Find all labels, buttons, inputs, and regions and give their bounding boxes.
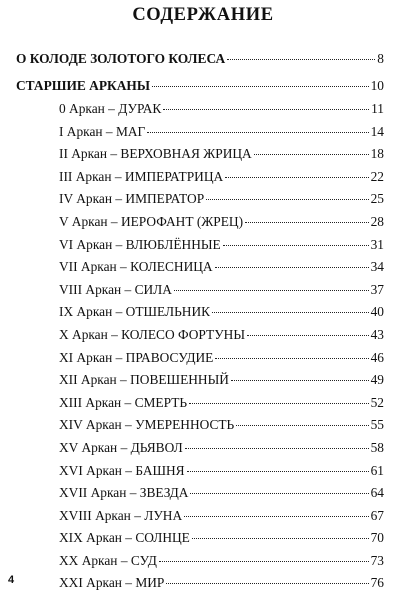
toc-entry-label: IV Аркан – ИМПЕРАТОР [59,191,205,207]
toc-entry[interactable] [16,256,384,279]
toc-entry-label: X Аркан – КОЛЕСО ФОРТУНЫ [59,326,246,342]
toc-entry-page: 14 [370,123,384,139]
toc-entry-label: XX Аркан – СУД [59,552,157,568]
dot-leader [185,448,369,449]
toc-entry-label: XXI Аркан – МИР [59,575,165,591]
toc-entry-page: 31 [370,236,384,252]
page-title: СОДЕРЖАНИЕ [132,5,274,25]
toc-section-label: О КОЛОДЕ ЗОЛОТОГО КОЛЕСА [16,51,226,66]
toc-entry-label: IX Аркан – ОТШЕЛЬНИК [59,304,211,320]
toc-entry-page: 43 [370,326,384,342]
toc-entry[interactable] [16,572,384,595]
toc-entry-page: 55 [370,417,384,433]
dot-leader [163,109,369,110]
dot-leader [215,358,368,359]
toc-entry[interactable] [16,482,384,505]
dot-leader [247,335,369,336]
toc-entry-page: 64 [370,485,384,501]
table-of-contents [16,46,384,595]
toc-entry[interactable] [16,550,384,573]
toc-entry-label: XVIII Аркан – ЛУНА [59,507,183,523]
toc-entry[interactable] [16,527,384,550]
toc-entry-label: XIX Аркан – СОЛНЦЕ [59,530,190,546]
toc-entry-label: 0 Аркан – ДУРАК [59,101,162,116]
toc-entry-label: VIII Аркан – СИЛА [59,281,172,297]
toc-entry-page: 49 [370,372,384,388]
toc-entry-label: VII Аркан – КОЛЕСНИЦА [59,259,213,275]
toc-entry[interactable] [16,392,384,415]
toc-entry-label: V Аркан – ИЕРОФАНТ (ЖРЕЦ) [59,213,244,229]
toc-entry[interactable] [16,460,384,483]
dot-leader [236,425,368,426]
toc-entry-label: XV Аркан – ДЬЯВОЛ [59,439,183,455]
toc-entry[interactable] [16,324,384,347]
dot-leader [166,583,368,584]
toc-entry-page: 61 [370,462,384,478]
dot-leader [147,132,368,133]
dot-leader [245,222,369,223]
toc-entry-page: 76 [370,575,384,591]
toc-entry-page: 11 [371,101,384,116]
toc-entry-label: XIV Аркан – УМЕРЕННОСТЬ [59,417,235,433]
dot-leader [212,312,369,313]
toc-entry-label: VI Аркан – ВЛЮБЛЁННЫЕ [59,236,221,252]
toc-entry[interactable] [16,369,384,392]
toc-entry-page: 52 [370,394,384,410]
toc-entry-label: III Аркан – ИМПЕРАТРИЦА [59,168,224,184]
toc-entry-page: 28 [370,213,384,229]
toc-entry-label: XII Аркан – ПОВЕШЕННЫЙ [59,372,229,388]
toc-entry[interactable] [16,414,384,437]
toc-entry[interactable] [16,301,384,324]
toc-entry[interactable] [16,121,384,144]
toc-entry-page: 37 [370,281,384,297]
dot-leader [206,199,368,200]
toc-entry[interactable] [16,211,384,234]
toc-entry-label: I Аркан – МАГ [59,123,146,139]
toc-section[interactable] [16,46,384,71]
toc-entry-label: XIII Аркан – СМЕРТЬ [59,394,188,410]
toc-entry[interactable] [16,347,384,370]
toc-entry-page: 73 [370,552,384,568]
toc-entry-label: XVI Аркан – БАШНЯ [59,462,185,478]
toc-entry-page: 25 [370,191,384,207]
toc-entry-page: 46 [370,349,384,365]
toc-section[interactable] [16,73,384,98]
toc-entry-page: 67 [370,507,384,523]
dot-leader [187,471,369,472]
toc-entry-page: 22 [370,168,384,184]
toc-entry[interactable] [16,234,384,257]
toc-entry-label: II Аркан – ВЕРХОВНАЯ ЖРИЦА [59,146,252,162]
page-number: 4 [8,574,15,586]
toc-entry-page: 70 [370,530,384,546]
dot-leader [189,403,369,404]
dot-leader [159,561,369,562]
toc-section-page: 10 [370,78,384,93]
toc-entry[interactable] [16,166,384,189]
toc-entry-page: 34 [370,259,384,275]
dot-leader [215,267,369,268]
toc-entry-page: 58 [370,439,384,455]
toc-entry-page: 18 [370,146,384,162]
dot-leader [174,290,369,291]
toc-entry[interactable] [16,98,384,121]
dot-leader [152,86,369,87]
dot-leader [231,380,369,381]
toc-entry[interactable] [16,505,384,528]
toc-entry-page: 40 [370,304,384,320]
toc-section-label: СТАРШИЕ АРКАНЫ [16,78,150,93]
dot-leader [223,245,369,246]
toc-entry[interactable] [16,279,384,302]
dot-leader [184,516,368,517]
toc-entry[interactable] [16,437,384,460]
toc-section-page: 8 [377,51,384,66]
dot-leader [225,177,368,178]
toc-entry[interactable] [16,143,384,166]
dot-leader [227,59,375,60]
dot-leader [192,538,369,539]
dot-leader [254,154,369,155]
toc-entry-label: XI Аркан – ПРАВОСУДИЕ [59,349,214,365]
toc-entry[interactable] [16,188,384,211]
dot-leader [190,493,368,494]
toc-entry-label: XVII Аркан – ЗВЕЗДА [59,485,189,501]
